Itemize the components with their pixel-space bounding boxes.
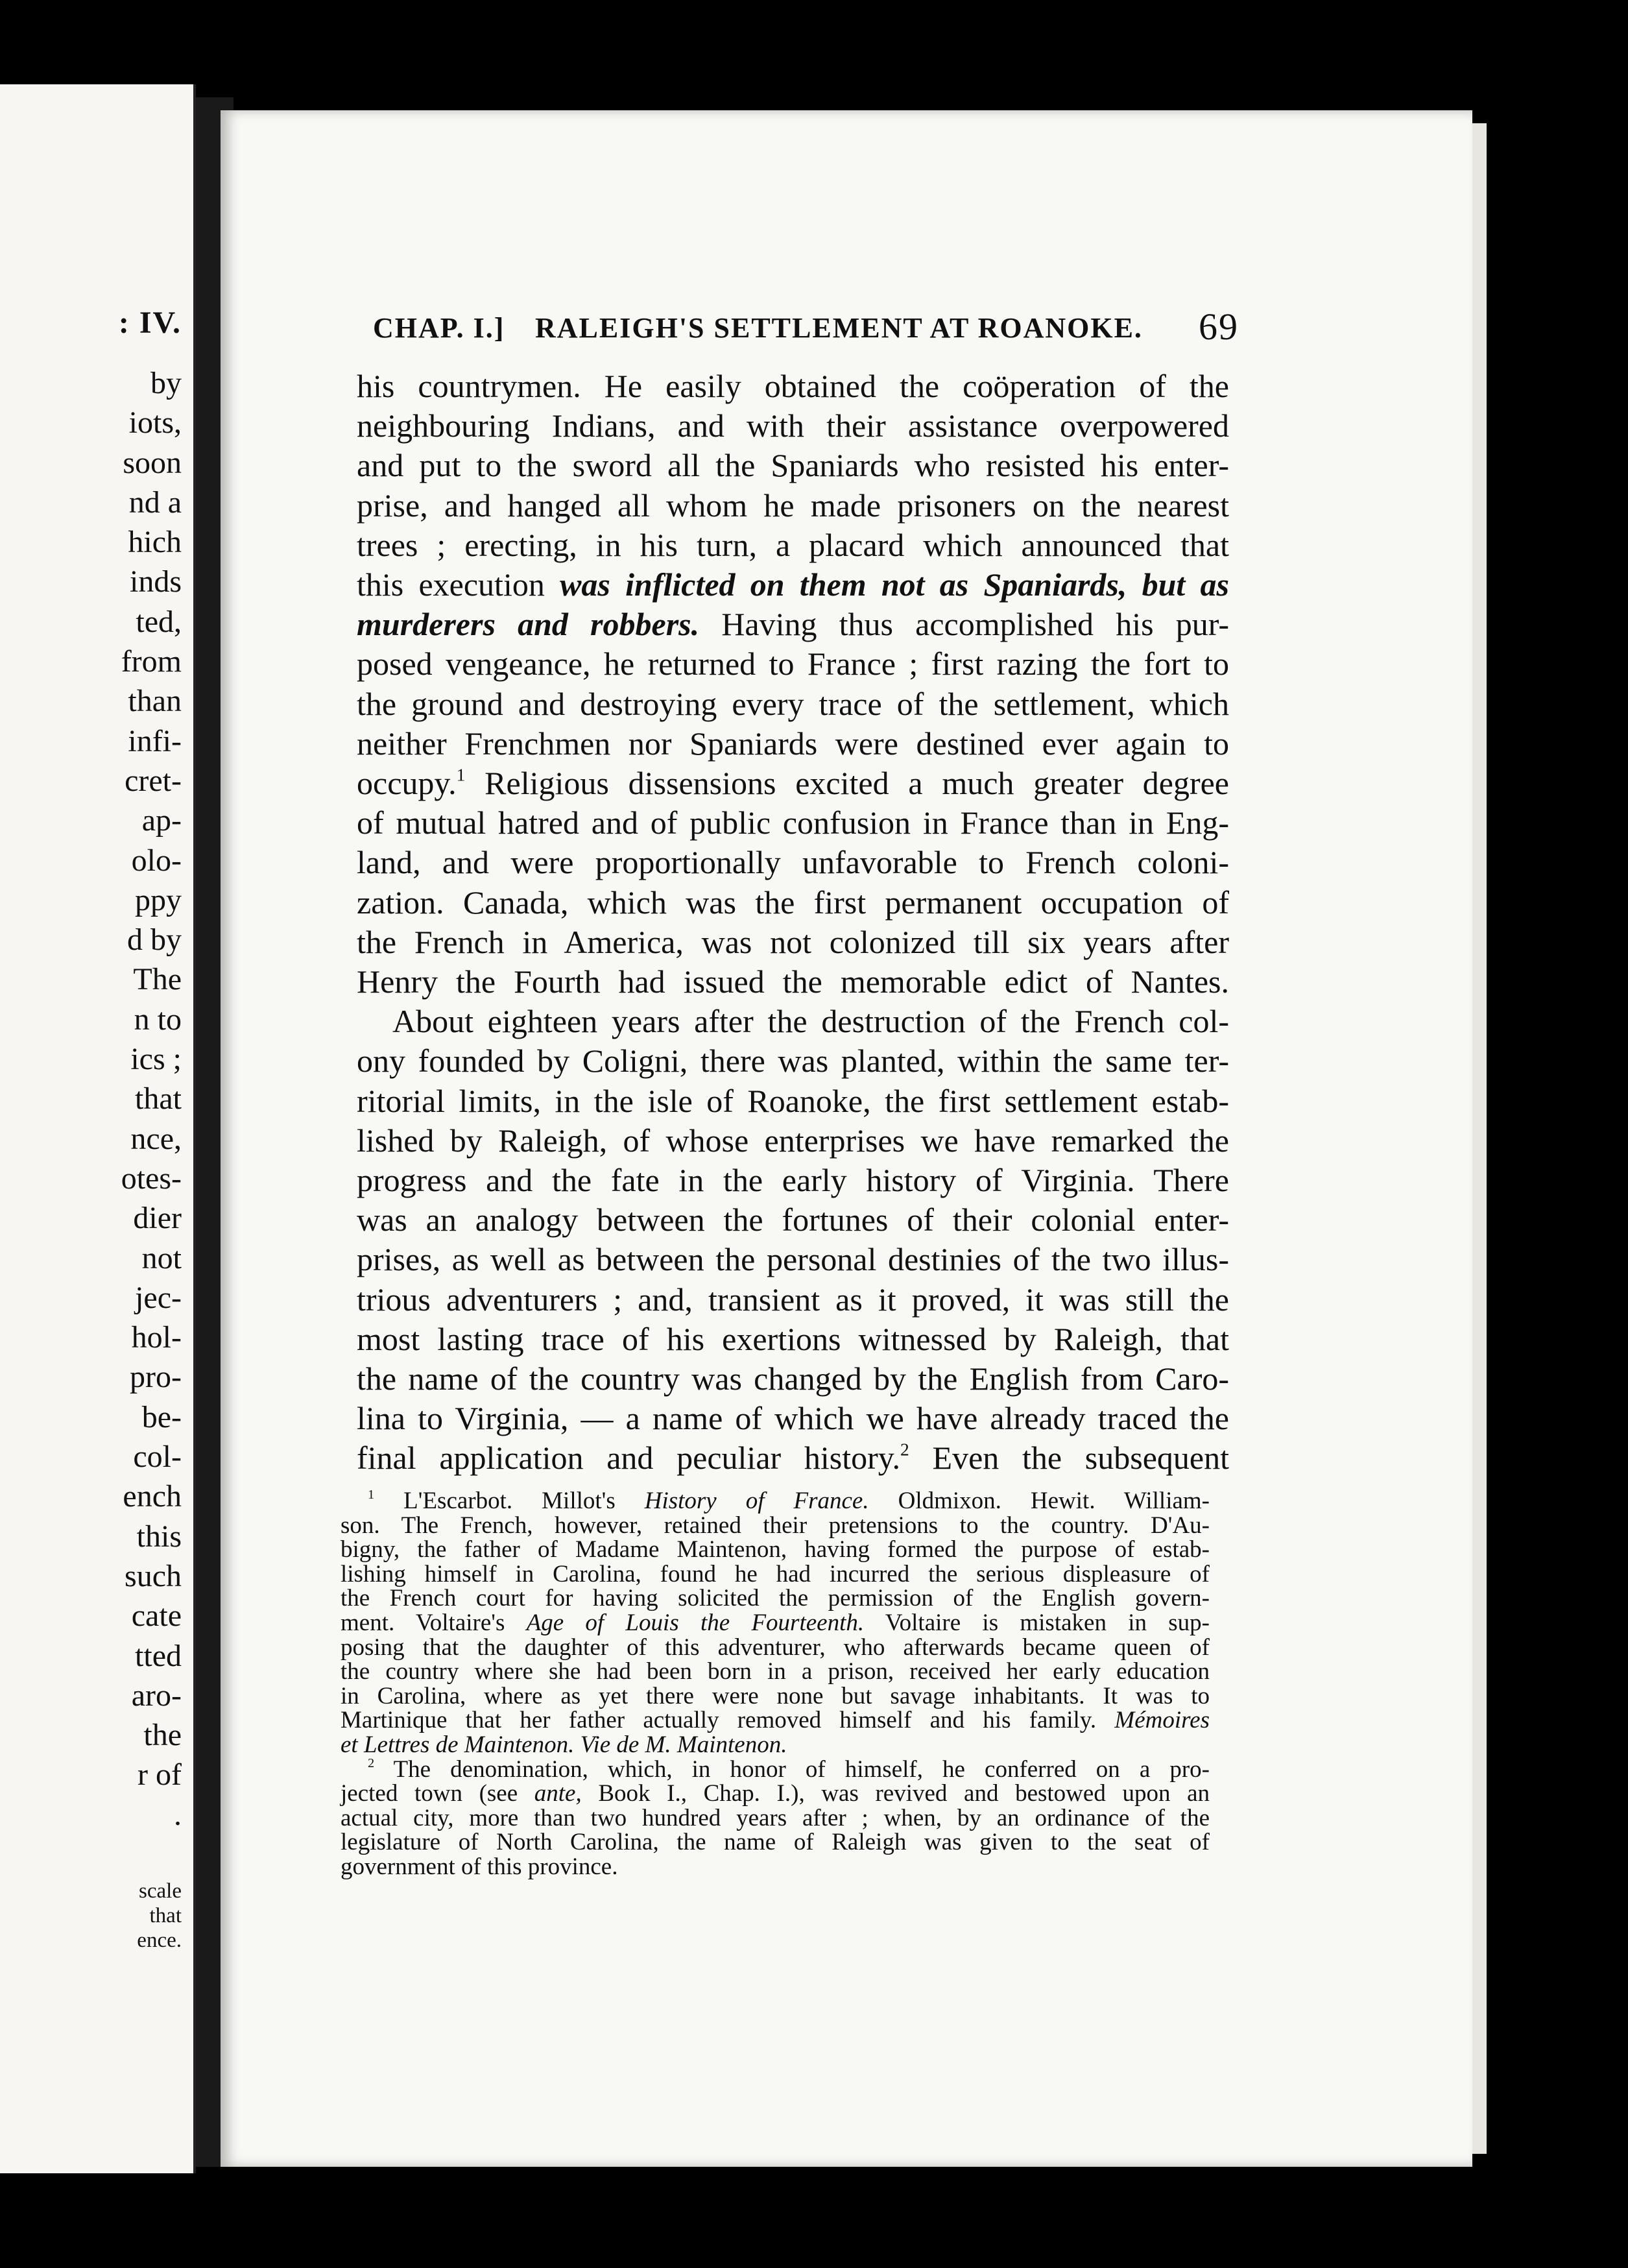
footnote-line: the country where she had been born in a prison, received her early education bbox=[341, 1658, 1210, 1685]
text-line: ony founded by Coligni, there was planted, within the same ter- bbox=[357, 1043, 1229, 1080]
running-head bbox=[373, 305, 1239, 350]
left-page-line-fragment: cret- bbox=[125, 763, 182, 798]
running-title: RALEIGH'S SETTLEMENT AT ROANOKE. bbox=[535, 312, 1143, 344]
text-line: ritorial limits, in the isle of Roanoke, the first settlement estab- bbox=[357, 1082, 1229, 1119]
text-line: this execution was inflicted on them not as Spaniards, but as bbox=[357, 566, 1229, 603]
left-page-note-fragment: that bbox=[149, 1904, 182, 1927]
italic-title: Age of Louis the Fourteenth. bbox=[526, 1609, 865, 1636]
text-line: trees ; erecting, in his turn, a placard which announced that bbox=[357, 526, 1229, 563]
left-page-line-fragment: ppy bbox=[135, 882, 182, 917]
left-page-line-fragment: olo- bbox=[131, 843, 182, 878]
footnote-ref: 2 bbox=[900, 1439, 909, 1460]
left-page-line-fragment: iots, bbox=[128, 405, 182, 440]
left-page-line-fragment: nd a bbox=[128, 485, 182, 520]
footnote-marker: 1 bbox=[368, 1487, 375, 1502]
italic-phrase: was inflicted on them not as Spaniards, but as bbox=[560, 566, 1229, 603]
left-page-line-fragment: col- bbox=[133, 1440, 182, 1475]
text-line: trious adventurers ; and, transient as it proved, it was still the bbox=[357, 1281, 1229, 1318]
left-page-line-fragment: n to bbox=[134, 1002, 182, 1037]
left-page-line-fragment: ics ; bbox=[130, 1042, 182, 1077]
left-page-text-fragments bbox=[121, 363, 182, 1835]
footnote-line: son. The French, however, retained their pretensions to the country. D'Au- bbox=[341, 1512, 1210, 1539]
text-line: progress and the fate in the early history of Virginia. There bbox=[357, 1162, 1229, 1199]
left-page-line-fragment: jec- bbox=[135, 1280, 182, 1315]
left-page-line-fragment: than bbox=[128, 684, 182, 719]
italic-title: et Lettres de Maintenon. Vie de M. Maintenon. bbox=[341, 1731, 787, 1758]
left-page-line-fragment: such bbox=[125, 1558, 182, 1593]
text-line: neighbouring Indians, and with their assistance overpowered bbox=[357, 407, 1229, 444]
text-line: his countrymen. He easily obtained the coöperation of the bbox=[357, 368, 1229, 404]
left-page-footnote-fragments bbox=[137, 1879, 182, 1953]
text-line: prises, as well as between the personal destinies of the two illus- bbox=[357, 1241, 1229, 1278]
left-page-line-fragment: dier bbox=[133, 1201, 182, 1236]
footnote-line: lishing himself in Carolina, found he had incurred the serious displeasure of bbox=[341, 1560, 1210, 1587]
footnote-line: legislature of North Carolina, the name of Raleigh was given to the seat of bbox=[341, 1829, 1210, 1856]
footnotes bbox=[341, 1489, 1210, 1879]
left-page-line-fragment: . bbox=[174, 1797, 182, 1832]
italic-title: Mémoires bbox=[1114, 1707, 1210, 1734]
left-page-line-fragment: inds bbox=[129, 564, 182, 599]
footnote-ref: 1 bbox=[456, 764, 466, 785]
footnote-marker: 2 bbox=[368, 1755, 375, 1770]
left-page-line-fragment: tted bbox=[135, 1638, 182, 1673]
left-page-line-fragment: otes- bbox=[121, 1161, 182, 1196]
left-page-line-fragment: not bbox=[141, 1240, 182, 1275]
left-page-line-fragment: ted, bbox=[136, 604, 182, 639]
left-page-line-fragment: infi- bbox=[128, 723, 182, 758]
left-page-line-fragment: the bbox=[143, 1718, 182, 1753]
left-page-line-fragment: The bbox=[133, 962, 182, 997]
footnote-line: in Carolina, where as yet there were none but savage inhabitants. It was to bbox=[341, 1682, 1210, 1709]
footnote-line: $^1$ L'Escarbot. Millot's History of France. Oldmixon. Hewit. William- bbox=[368, 1487, 1210, 1514]
italic-title: History of France. bbox=[644, 1488, 869, 1514]
text-line: occupy.$^1$ Religious dissensions excited a much greater degree bbox=[357, 764, 1229, 802]
italic-phrase: murderers and robbers. bbox=[357, 606, 700, 643]
left-page-note-fragment: scale bbox=[139, 1879, 182, 1903]
text-line: Henry the Fourth had issued the memorable edict of Nantes. bbox=[357, 963, 1229, 1000]
footnote-line: the French court for having solicited the permission of the English govern- bbox=[341, 1585, 1210, 1612]
paragraph-start-line: About eighteen years after the destruction of the French col- bbox=[392, 1003, 1229, 1040]
text-line: neither Frenchmen nor Spaniards were destined ever again to bbox=[357, 725, 1229, 762]
footnote-line bbox=[341, 1733, 1210, 1757]
footnote-line: jected town (see ante, Book I., Chap. I.), was revived and bestowed upon an bbox=[341, 1780, 1210, 1807]
left-page-line-fragment: pro- bbox=[130, 1360, 182, 1395]
text-line: the French in America, was not colonized till six years after bbox=[357, 923, 1229, 960]
left-page-line-fragment: that bbox=[135, 1081, 182, 1116]
italic-word: ante, bbox=[534, 1780, 582, 1807]
left-page-line-fragment: be- bbox=[141, 1399, 182, 1434]
text-line: was an analogy between the fortunes of their colonial enter- bbox=[357, 1201, 1229, 1238]
text-line: most lasting trace of his exertions witnessed by Raleigh, that bbox=[357, 1320, 1229, 1357]
text-line: the ground and destroying every trace of the settlement, which bbox=[357, 685, 1229, 722]
footnote-line: $^2$ The denomination, which, in honor of himself, he conferred on a pro- bbox=[368, 1755, 1210, 1783]
left-page-line-fragment: by bbox=[150, 366, 182, 400]
left-facing-page bbox=[0, 84, 196, 2173]
left-page-line-fragment: r of bbox=[138, 1757, 182, 1792]
left-page-note-fragment: ence. bbox=[137, 1929, 182, 1952]
text-line: lished by Raleigh, of whose enterprises we have remarked the bbox=[357, 1122, 1229, 1159]
left-page-line-fragment: cate bbox=[131, 1598, 182, 1634]
text-line: land, and were proportionally unfavorable to French coloni- bbox=[357, 844, 1229, 881]
left-page-line-fragment: ap- bbox=[141, 803, 182, 838]
left-page-line-fragment: hol- bbox=[131, 1320, 182, 1355]
left-page-line-fragment: this bbox=[136, 1519, 182, 1554]
footnote-line: actual city, more than two hundred years after ; when, by an ordinance of the bbox=[341, 1804, 1210, 1831]
footnote-line: ment. Voltaire's Age of Louis the Fourteenth. Voltaire is mistaken in sup- bbox=[341, 1609, 1210, 1636]
text-line: the name of the country was changed by the English from Caro- bbox=[357, 1360, 1229, 1397]
main-text bbox=[357, 367, 1229, 1478]
text-line: murderers and robbers. Having thus accomplished his pur- bbox=[357, 606, 1229, 643]
text-line: zation. Canada, which was the first permanent occupation of bbox=[357, 884, 1229, 921]
text-line: final application and peculiar history.$^2$ Even the subsequent bbox=[357, 1439, 1229, 1477]
text-line: lina to Virginia, — a name of which we have already traced the bbox=[357, 1400, 1229, 1437]
text-line: of mutual hatred and of public confusion in France than in Eng- bbox=[357, 804, 1229, 841]
footnote-line: government of this province. bbox=[341, 1853, 618, 1880]
chapter-label: CHAP. I.] bbox=[373, 312, 505, 344]
left-page-line-fragment: from bbox=[121, 644, 182, 679]
left-page-line-fragment: soon bbox=[123, 445, 182, 480]
page-number: 69 bbox=[1199, 306, 1239, 348]
text-line: prise, and hanged all whom he made prisoners on the nearest bbox=[357, 487, 1229, 524]
footnote-line: posing that the daughter of this adventurer, who afterwards became queen of bbox=[341, 1634, 1210, 1661]
left-page-line-fragment: aro- bbox=[131, 1678, 182, 1713]
footnote-line: Martinique that her father actually removed himself and his family. Mémoires bbox=[341, 1707, 1210, 1734]
text-line: and put to the sword all the Spaniards who resisted his enter- bbox=[357, 447, 1229, 484]
left-page-line-fragment: d by bbox=[127, 923, 182, 958]
left-page-running-head: : IV. bbox=[118, 306, 182, 340]
left-page-line-fragment: nce, bbox=[130, 1121, 182, 1156]
left-page-line-fragment: hich bbox=[128, 525, 182, 560]
page-edge bbox=[1472, 123, 1487, 2154]
left-page-line-fragment: ench bbox=[123, 1479, 182, 1514]
text-line: posed vengeance, he returned to France ; first razing the fort to bbox=[357, 645, 1229, 682]
footnote-line: bigny, the father of Madame Maintenon, having formed the purpose of estab- bbox=[341, 1536, 1210, 1563]
